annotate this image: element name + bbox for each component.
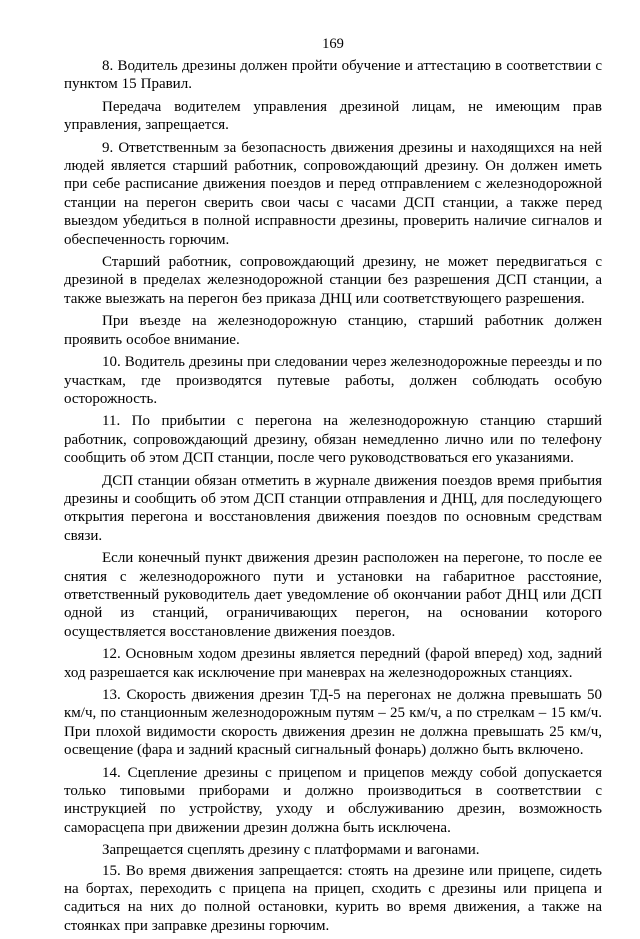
paragraph-10: 10. Водитель дрезины при следовании через железнодорожные переезды и по участкам, где производятся путевые работы, должен соблюдать особую осторожность. xyxy=(64,354,602,407)
paragraph-11-dsp-journal: ДСП станции обязан отметить в журнале движения поездов время прибытия дрезины и сообщить об этом ДСП станции отправления и ДНЦ, для последующего открытия перегона и восстановления движения поездов по основным средствам связи. xyxy=(64,472,602,544)
paragraph-13: 13. Скорость движения дрезин ТД-5 на перегонах не должна превышать 50 км/ч, по станционным железнодорожным путям – 25 км/ч, а по стрелкам – 15 км/ч. При плохой видимости скорость движения дрезин не должна превышать 25 км/ч, освещение (фара и задний красный сигнальный фонарь) должно быть включено. xyxy=(64,687,602,759)
paragraph-8-transfer: Передача водителем управления дрезиной лицам, не имеющим прав управления, запрещается. xyxy=(64,98,602,134)
paragraph-14: 14. Сцепление дрезины с прицепом и прицепов между собой допускается только типовыми приборами и должно производиться в соответствии с инструкцией по устройству, уходу и обслуживанию дрезин, возможность саморасцепа при движении дрезин должна быть исключена. xyxy=(64,764,602,836)
paragraph-11-endpoint: Если конечный пункт движения дрезин расположен на перегоне, то после ее снятия с железнодорожного пути и установки на габаритное расстояние, ответственный руководитель дает уведомление об окончании работ ДНЦ или ДСП одной из станций, ограничивающих перегон, на основании которого осуществляется восстановление движения поездов. xyxy=(64,550,602,640)
paragraph-8: 8. Водитель дрезины должен пройти обучение и аттестацию в соответствии с пунктом 15 Правил. xyxy=(64,58,602,93)
page-number: 169 xyxy=(322,36,344,52)
paragraph-9-senior-worker: Старший работник, сопровождающий дрезину, не может передвигаться с дрезиной в пределах железнодорожной станции без разрешения ДСП станции, а также выезжать на перегон без приказа ДНЦ или соответствующего разрешения. xyxy=(64,254,602,307)
paragraph-12: 12. Основным ходом дрезины является передний (фарой вперед) ход, задний ход разрешается как исключение при маневрах на железнодорожных станциях. xyxy=(64,646,602,681)
paragraph-15: 15. Во время движения запрещается: стоять на дрезине или прицепе, сидеть на бортах, переходить с прицепа на прицеп, сходить с дрезины или прицепа и садиться на них до полной остановки, курить во время движения, а также на стоянках при заправке дрезины горючим. xyxy=(64,862,602,934)
paragraph-14-coupling-ban: Запрещается сцеплять дрезину с платформами и вагонами. xyxy=(102,842,480,859)
paragraph-9: 9. Ответственным за безопасность движения дрезины и находящихся на ней людей является старший работник, сопровождающий дрезину. Он должен иметь при себе расписание движения поездов и перед отправлением с железнодорожной станции на перегон сверить свои часы с часами ДСП станции, а также перед выездом убедиться в полной исправности дрезины, проверить наличие сигналов и обеспеченность горючим. xyxy=(64,139,602,248)
document-page xyxy=(64,36,602,939)
paragraph-11: 11. По прибытии с перегона на железнодорожную станцию старший работник, сопровождающий дрезину, обязан немедленно лично или по телефону сообщить об этом ДСП станции, после чего руководствоваться его указаниями. xyxy=(64,413,602,467)
paragraph-9-station-entry: При въезде на железнодорожную станцию, старший работник должен проявить особое внимание. xyxy=(64,313,602,348)
